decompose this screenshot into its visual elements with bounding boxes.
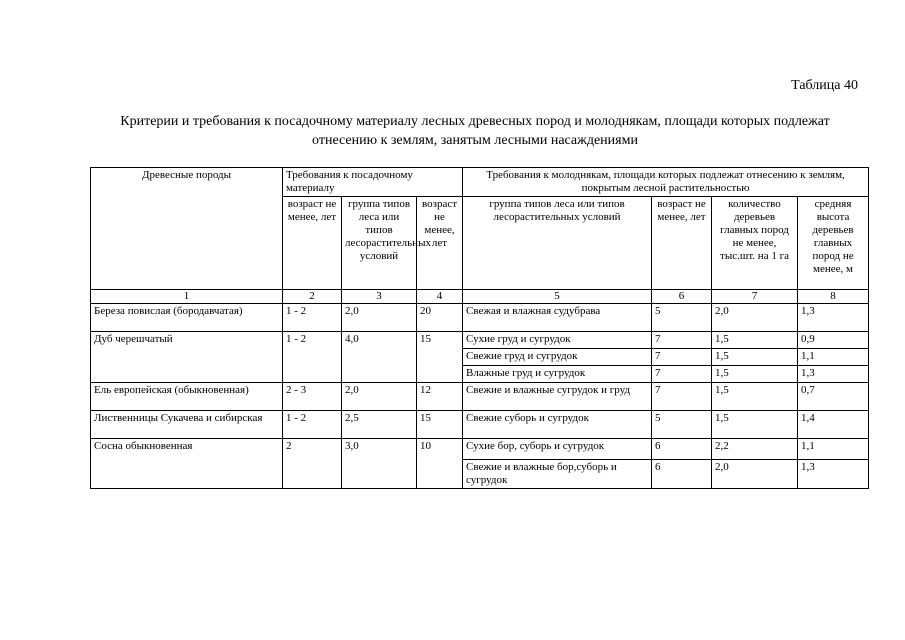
ys-type-cell: Свежие и влажные бор,суборь и сугрудок — [463, 460, 652, 489]
ys-age-cell: 6 — [652, 439, 712, 460]
pm-group-cell: 2,0 — [342, 383, 417, 411]
ys-height-cell: 1,4 — [798, 411, 869, 439]
ys-type-cell: Влажные груд и сугрудок — [463, 366, 652, 383]
ys-age-cell: 5 — [652, 411, 712, 439]
ys-count-cell: 1,5 — [712, 411, 798, 439]
ys-age-cell: 6 — [652, 460, 712, 489]
column-number: 7 — [712, 290, 798, 304]
pm-age2-cell: 15 — [417, 332, 463, 383]
column-number: 8 — [798, 290, 869, 304]
ys-age-cell: 7 — [652, 383, 712, 411]
ys-height-cell: 1,1 — [798, 439, 869, 460]
pm-age2-cell: 10 — [417, 439, 463, 489]
species-cell: Лиственницы Сукачева и сибирская — [91, 411, 283, 439]
pm-age2-cell: 12 — [417, 383, 463, 411]
column-number: 1 — [91, 290, 283, 304]
column-number: 6 — [652, 290, 712, 304]
ys-type-cell: Сухие бор, суборь и сугрудок — [463, 439, 652, 460]
ys-age-cell: 7 — [652, 366, 712, 383]
ys-type-cell: Свежие суборь и сугрудок — [463, 411, 652, 439]
table-number: Таблица 40 — [791, 78, 858, 93]
ys-count-cell: 1,5 — [712, 349, 798, 366]
header-pm-forest-type: группа типов леса или типов лесорастительных условий — [342, 197, 417, 290]
criteria-table — [90, 167, 869, 489]
ys-height-cell: 1,3 — [798, 304, 869, 332]
species-cell: Ель европейская (обыкновенная) — [91, 383, 283, 411]
pm-age-cell: 1 - 2 — [283, 304, 342, 332]
pm-age-cell: 2 - 3 — [283, 383, 342, 411]
header-planting-material: Требования к посадочному материалу — [283, 168, 463, 197]
pm-group-cell: 2,0 — [342, 304, 417, 332]
pm-age2-cell: 15 — [417, 411, 463, 439]
ys-count-cell: 2,2 — [712, 439, 798, 460]
column-number: 2 — [283, 290, 342, 304]
ys-count-cell: 1,5 — [712, 366, 798, 383]
header-ys-age: возраст не менее, лет — [652, 197, 712, 290]
pm-age-cell: 1 - 2 — [283, 332, 342, 383]
title-line-1: Критерии и требования к посадочному материалу лесных древесных пород и молоднякам, площади которых подлежат — [120, 114, 830, 129]
pm-group-cell: 2,5 — [342, 411, 417, 439]
ys-age-cell: 7 — [652, 349, 712, 366]
pm-age-cell: 2 — [283, 439, 342, 489]
header-species: Древесные породы — [91, 168, 283, 290]
species-cell: Береза повислая (бородавчатая) — [91, 304, 283, 332]
pm-age2-cell: 20 — [417, 304, 463, 332]
ys-type-cell: Свежие груд и сугрудок — [463, 349, 652, 366]
pm-group-cell: 4,0 — [342, 332, 417, 383]
ys-count-cell: 2,0 — [712, 304, 798, 332]
ys-age-cell: 7 — [652, 332, 712, 349]
ys-height-cell: 0,7 — [798, 383, 869, 411]
table-row — [91, 411, 869, 439]
table-row — [91, 304, 869, 332]
ys-age-cell: 5 — [652, 304, 712, 332]
column-number-row — [91, 290, 869, 304]
header-ys-forest-type: группа типов леса или типов лесорастительных условий — [463, 197, 652, 290]
species-cell: Сосна обыкновенная — [91, 439, 283, 489]
ys-type-cell: Сухие груд и сугрудок — [463, 332, 652, 349]
ys-height-cell: 0,9 — [798, 332, 869, 349]
header-pm-age2: возраст не менее, лет — [417, 197, 463, 290]
ys-count-cell: 2,0 — [712, 460, 798, 489]
title-line-2: отнесению к землям, занятым лесными насаждениями — [312, 133, 638, 148]
pm-group-cell: 3,0 — [342, 439, 417, 489]
table-row — [91, 439, 869, 460]
ys-count-cell: 1,5 — [712, 332, 798, 349]
table-row — [91, 332, 869, 349]
header-young-stands: Требования к молоднякам, площади которых подлежат отнесению к землям, покрытым лесной растительностью — [463, 168, 869, 197]
ys-type-cell: Свежие и влажные сугрудок и груд — [463, 383, 652, 411]
ys-count-cell: 1,5 — [712, 383, 798, 411]
column-number: 5 — [463, 290, 652, 304]
header-ys-tree-count: количество деревьев главных пород не менее, тыс.шт. на 1 га — [712, 197, 798, 290]
ys-type-cell: Свежая и влажная судубрава — [463, 304, 652, 332]
ys-height-cell: 1,3 — [798, 366, 869, 383]
species-cell: Дуб черешчатый — [91, 332, 283, 383]
column-number: 4 — [417, 290, 463, 304]
header-pm-age: возраст не менее, лет — [283, 197, 342, 290]
column-number: 3 — [342, 290, 417, 304]
pm-age-cell: 1 - 2 — [283, 411, 342, 439]
header-ys-avg-height: средняя высота деревьев главных пород не менее, м — [798, 197, 869, 290]
ys-height-cell: 1,3 — [798, 460, 869, 489]
ys-height-cell: 1,1 — [798, 349, 869, 366]
document-title — [60, 112, 890, 150]
table-row — [91, 383, 869, 411]
